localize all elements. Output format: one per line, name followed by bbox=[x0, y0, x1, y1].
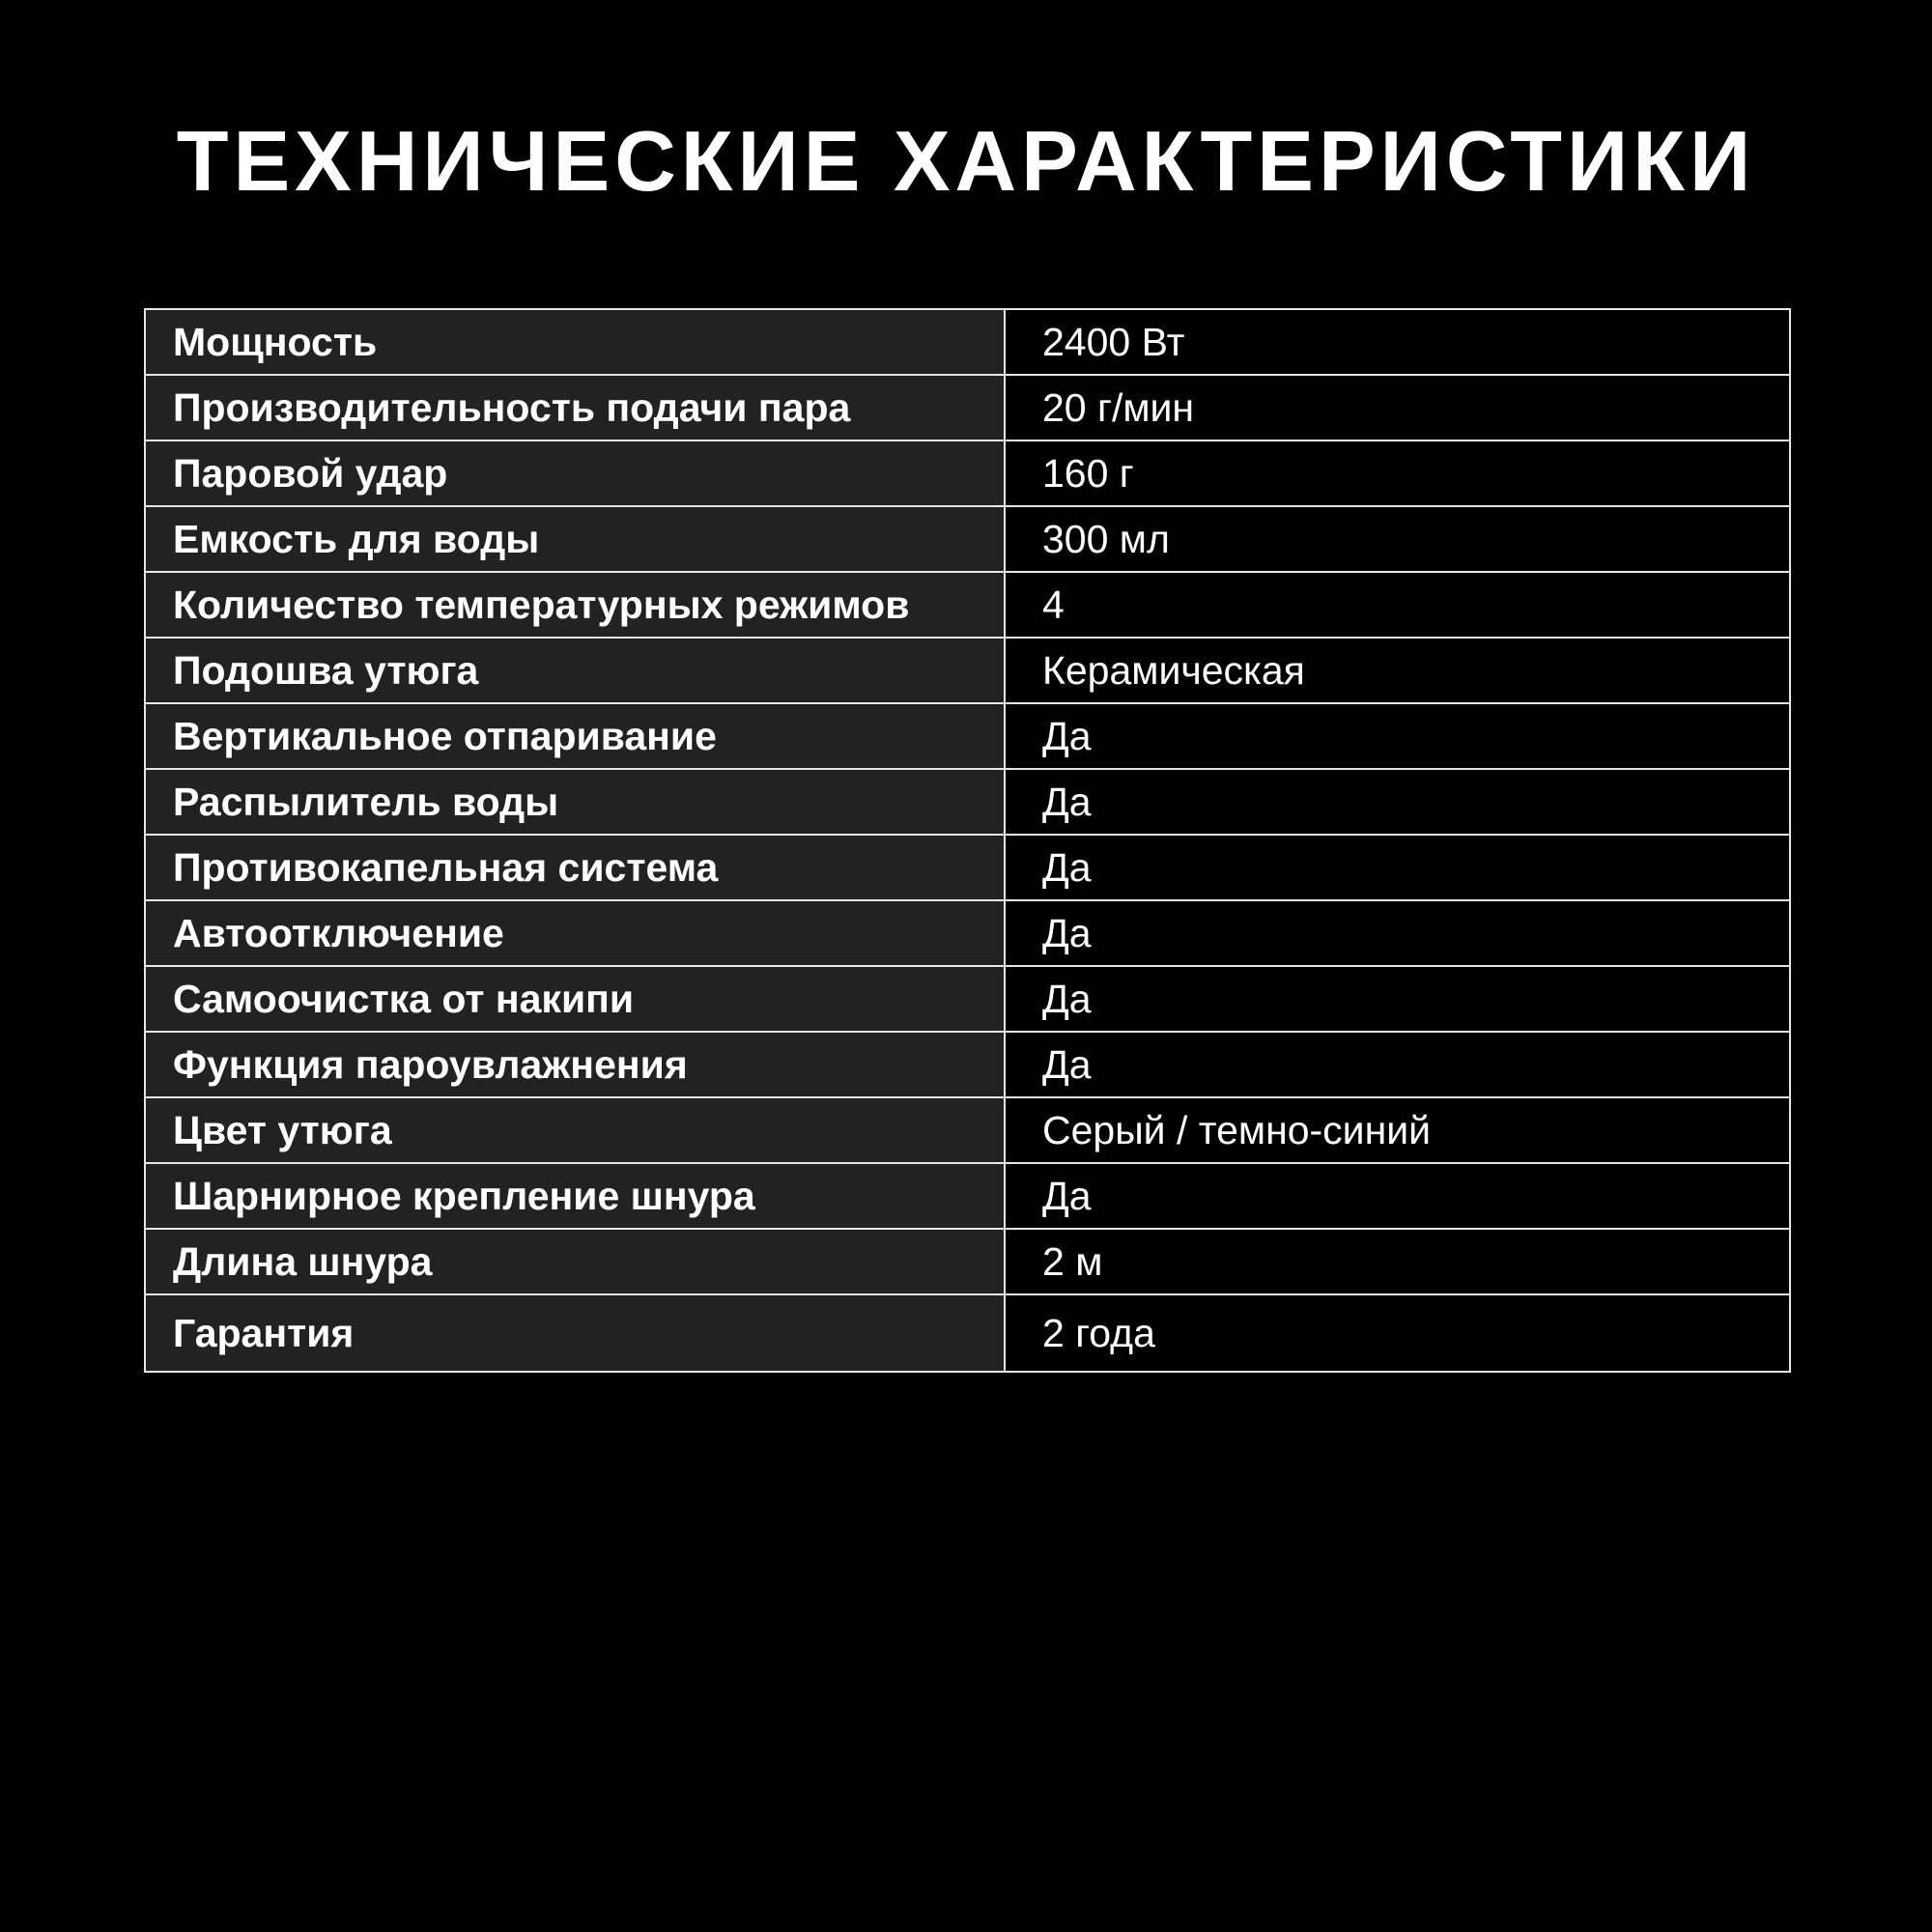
table-row bbox=[145, 966, 1790, 1032]
spec-value: Да bbox=[1005, 966, 1790, 1032]
spec-name: Емкость для воды bbox=[145, 506, 1005, 572]
spec-value: Да bbox=[1005, 703, 1790, 769]
spec-name: Паровой удар bbox=[145, 440, 1005, 506]
spec-table bbox=[144, 308, 1791, 1373]
spec-name: Цвет утюга bbox=[145, 1097, 1005, 1163]
table-row bbox=[145, 1229, 1790, 1294]
spec-name: Количество температурных режимов bbox=[145, 572, 1005, 638]
table-row bbox=[145, 835, 1790, 900]
spec-name: Вертикальное отпаривание bbox=[145, 703, 1005, 769]
spec-name: Противокапельная система bbox=[145, 835, 1005, 900]
spec-value: 2 года bbox=[1005, 1294, 1790, 1372]
spec-value: Да bbox=[1005, 835, 1790, 900]
table-row bbox=[145, 1163, 1790, 1229]
spec-name: Самоочистка от накипи bbox=[145, 966, 1005, 1032]
spec-name: Функция пароувлажнения bbox=[145, 1032, 1005, 1097]
spec-value: 2 м bbox=[1005, 1229, 1790, 1294]
table-row bbox=[145, 900, 1790, 966]
table-row bbox=[145, 1032, 1790, 1097]
spec-value: Керамическая bbox=[1005, 638, 1790, 703]
spec-value: Да bbox=[1005, 1032, 1790, 1097]
spec-name: Длина шнура bbox=[145, 1229, 1005, 1294]
spec-name: Шарнирное крепление шнура bbox=[145, 1163, 1005, 1229]
page-title: ТЕХНИЧЕСКИЕ ХАРАКТЕРИСТИКИ bbox=[176, 113, 1756, 209]
spec-value: 300 мл bbox=[1005, 506, 1790, 572]
spec-value: 20 г/мин bbox=[1005, 375, 1790, 440]
table-row bbox=[145, 769, 1790, 835]
table-row bbox=[145, 638, 1790, 703]
table-row bbox=[145, 572, 1790, 638]
table-row bbox=[145, 1097, 1790, 1163]
table-row bbox=[145, 375, 1790, 440]
spec-name: Производительность подачи пара bbox=[145, 375, 1005, 440]
spec-name: Автоотключение bbox=[145, 900, 1005, 966]
spec-value: 2400 Вт bbox=[1005, 309, 1790, 375]
table-row bbox=[145, 440, 1790, 506]
spec-value: Да bbox=[1005, 900, 1790, 966]
spec-name: Распылитель воды bbox=[145, 769, 1005, 835]
spec-value: Да bbox=[1005, 1163, 1790, 1229]
spec-name: Гарантия bbox=[145, 1294, 1005, 1372]
spec-value: 160 г bbox=[1005, 440, 1790, 506]
spec-value: 4 bbox=[1005, 572, 1790, 638]
spec-value: Да bbox=[1005, 769, 1790, 835]
table-row bbox=[145, 703, 1790, 769]
spec-name: Мощность bbox=[145, 309, 1005, 375]
table-row bbox=[145, 1294, 1790, 1372]
spec-value: Серый / темно-синий bbox=[1005, 1097, 1790, 1163]
table-row bbox=[145, 506, 1790, 572]
spec-name: Подошва утюга bbox=[145, 638, 1005, 703]
table-row bbox=[145, 309, 1790, 375]
